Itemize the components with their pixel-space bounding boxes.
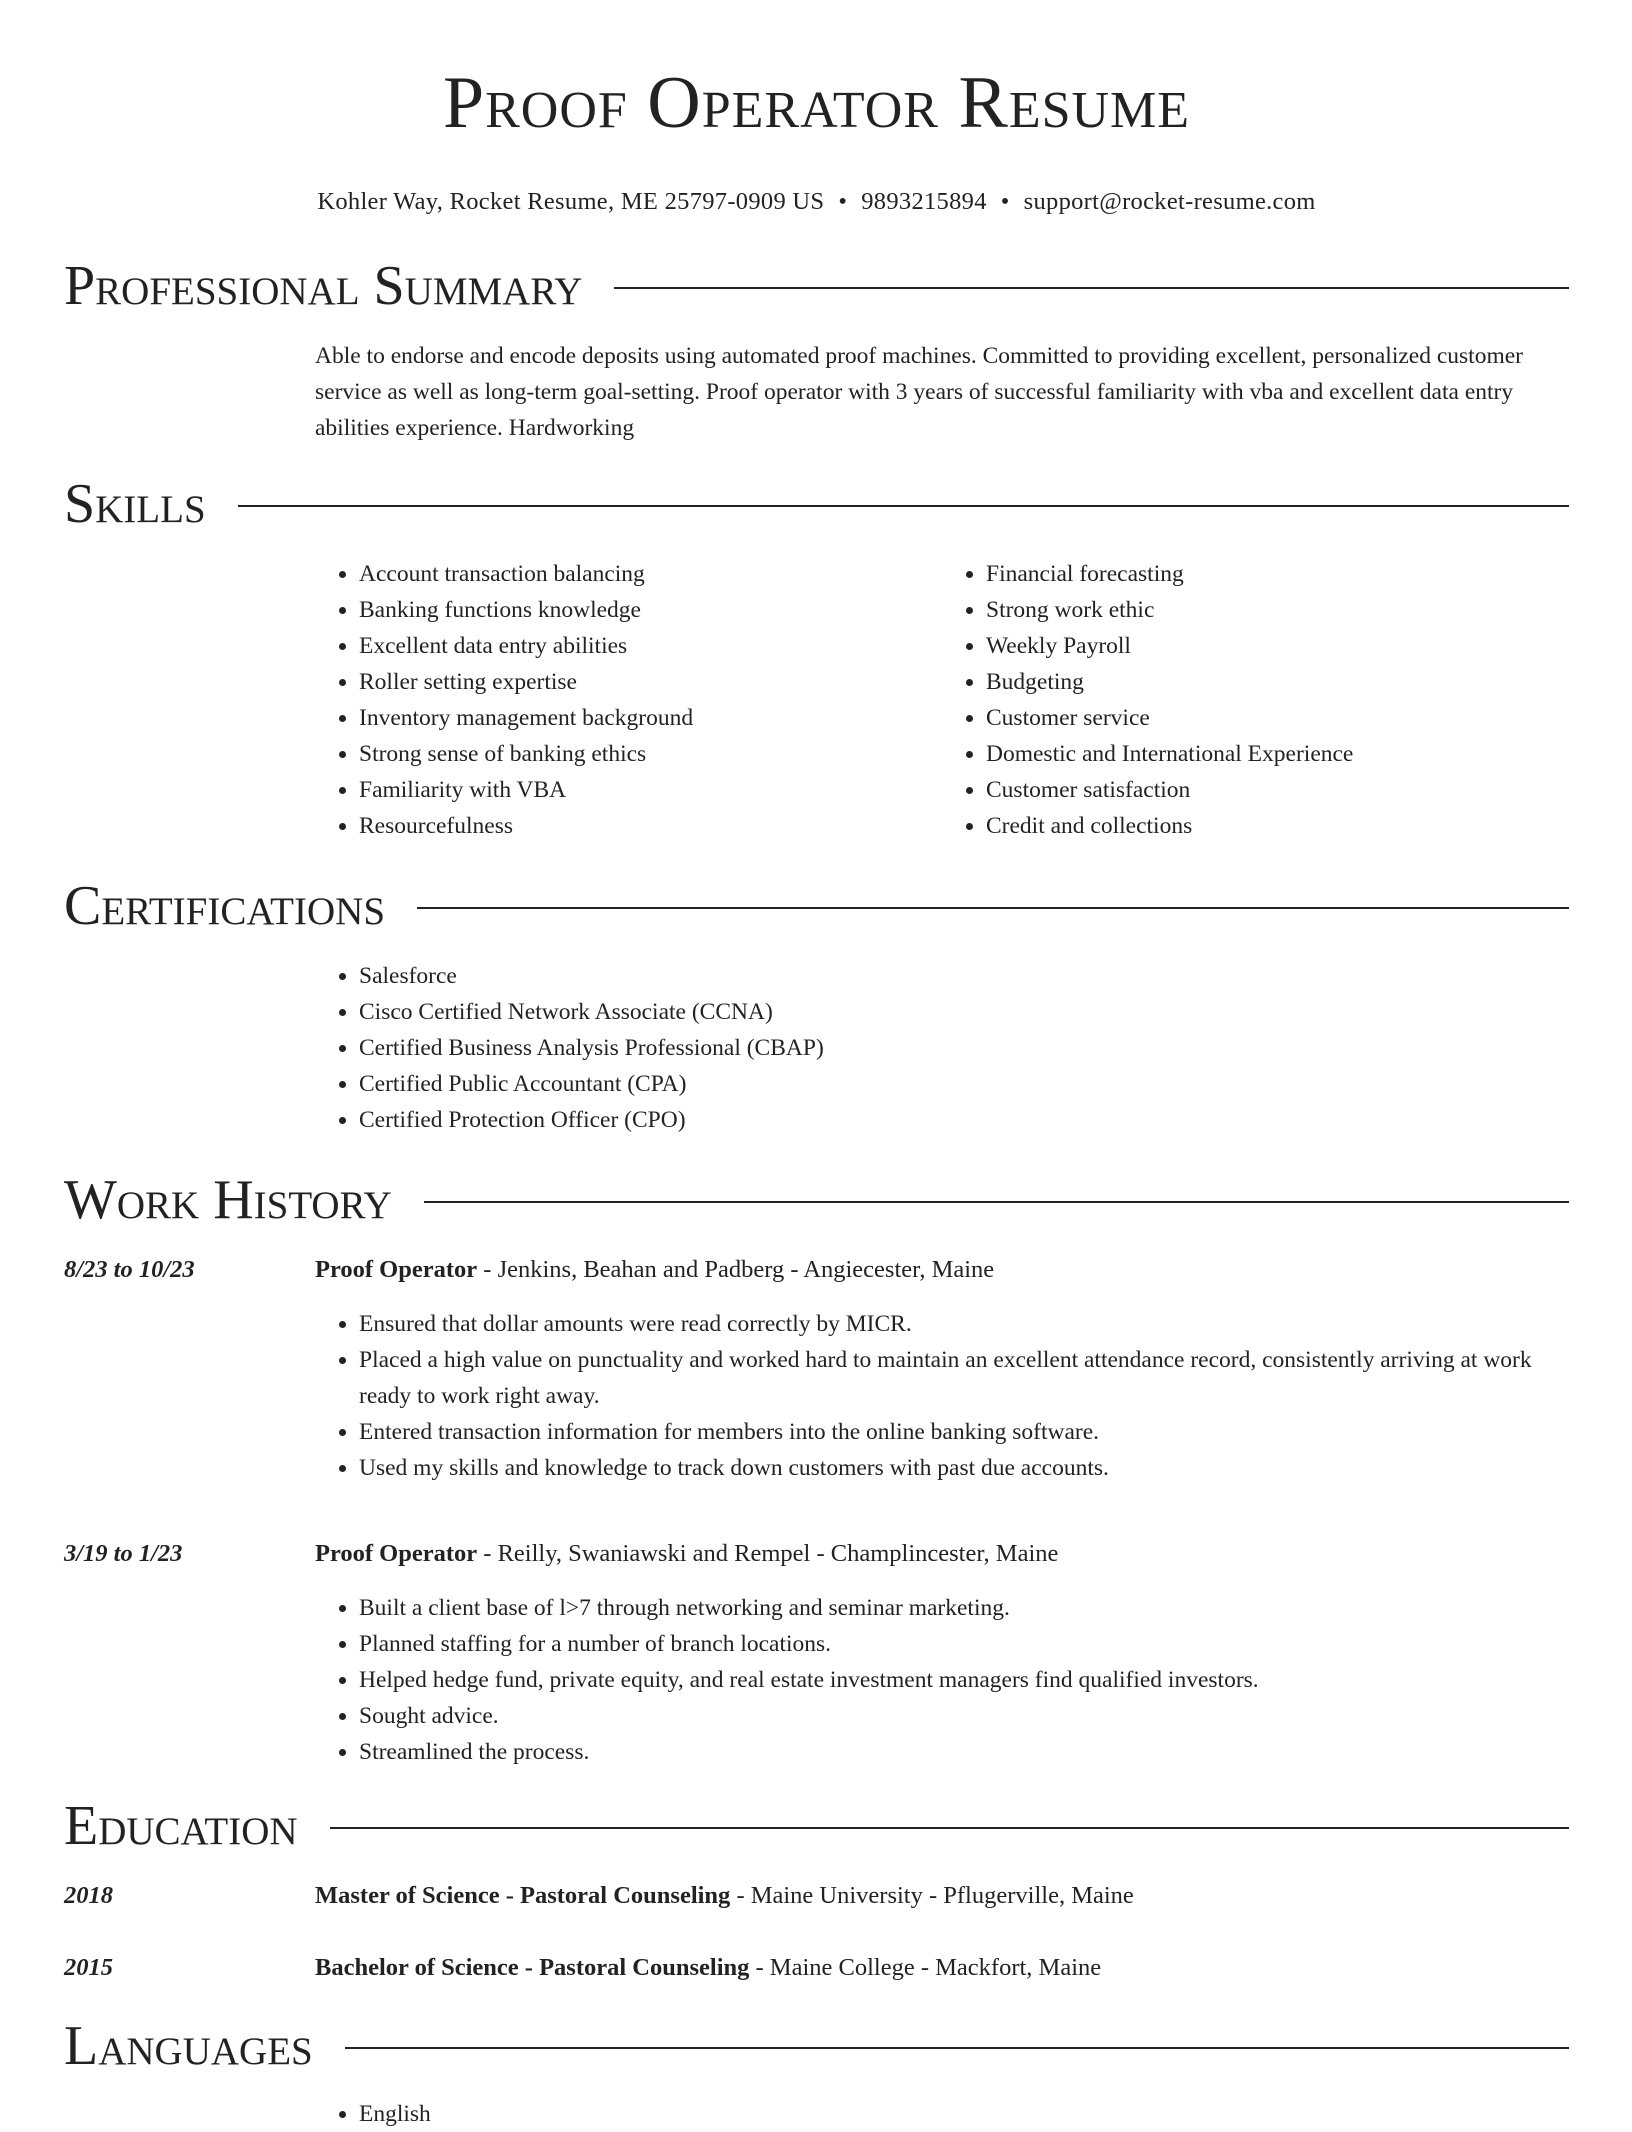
job-date: 3/19 to 1/23 xyxy=(64,1540,183,1567)
skill-item: • Domestic and International Experience xyxy=(986,736,1569,772)
education-details: - Maine University - Pflugerville, Maine xyxy=(730,1882,1134,1909)
job-bullets-items xyxy=(315,1590,1569,1770)
skill-item: • Banking functions knowledge xyxy=(359,592,942,628)
skill-item: • Roller setting expertise xyxy=(359,664,942,700)
contact-line xyxy=(64,188,1569,216)
page-title: Proof Operator Resume xyxy=(442,62,1191,144)
education-year: 2015 xyxy=(64,1954,113,1981)
spacer xyxy=(64,1486,1569,1516)
job-date: 8/23 to 10/23 xyxy=(64,1256,195,1283)
skill-item: • Financial forecasting xyxy=(986,556,1569,592)
job-bullet: • Sought advice. xyxy=(359,1698,1569,1734)
education-year: 2018 xyxy=(64,1882,113,1909)
job-bullet: • Built a client base of l>7 through networking and seminar marketing. xyxy=(359,1590,1569,1626)
section-title-work: Work History xyxy=(64,1169,392,1231)
education-list xyxy=(64,1878,1569,1986)
section-title-skills: Skills xyxy=(64,473,206,535)
skill-item: • Resourcefulness xyxy=(359,808,942,844)
skill-item: • Familiarity with VBA xyxy=(359,772,942,808)
education-details: - Maine College - Mackfort, Maine xyxy=(749,1954,1102,1981)
section-divider xyxy=(417,907,1569,909)
resume-page xyxy=(64,0,1569,2132)
job-bullets-items xyxy=(315,1306,1569,1486)
section-header-education xyxy=(64,1794,1569,1858)
job-entry xyxy=(64,1536,1569,1572)
languages-list xyxy=(315,2096,1569,2132)
education-heading xyxy=(315,1950,1569,1986)
skills-list xyxy=(315,556,1569,844)
skill-item: • Strong work ethic xyxy=(986,592,1569,628)
job-bullet-list xyxy=(315,1590,1569,1770)
job-bullet: • Entered transaction information for members into the online banking software. xyxy=(359,1414,1569,1450)
job-title: Proof Operator xyxy=(315,1540,478,1567)
section-divider xyxy=(330,1827,1569,1829)
languages-items xyxy=(315,2096,1569,2132)
skill-item: • Customer service xyxy=(986,700,1569,736)
contact-separator: • xyxy=(1000,188,1010,215)
education-degree: Master of Science - Pastoral Counseling xyxy=(315,1882,731,1909)
skills-column-right xyxy=(942,556,1569,844)
job-bullet: • Streamlined the process. xyxy=(359,1734,1569,1770)
job-details: - Reilly, Swaniawski and Rempel - Champlincester, Maine xyxy=(477,1540,1059,1567)
skill-item: • Strong sense of banking ethics xyxy=(359,736,942,772)
education-entry xyxy=(64,1950,1569,1986)
certification-item: • Salesforce xyxy=(359,958,1569,994)
skill-item: • Inventory management background xyxy=(359,700,942,736)
skill-item: • Budgeting xyxy=(986,664,1569,700)
section-divider xyxy=(345,2047,1569,2049)
contact-email[interactable]: support@rocket-resume.com xyxy=(1023,188,1316,215)
section-header-work xyxy=(64,1168,1569,1232)
section-divider xyxy=(424,1201,1569,1203)
contact-address: Kohler Way, Rocket Resume, ME 25797-0909 US xyxy=(317,188,825,215)
work-history-list xyxy=(64,1252,1569,1770)
skill-item: • Credit and collections xyxy=(986,808,1569,844)
certifications-list xyxy=(315,958,1569,1138)
education-degree: Bachelor of Science - Pastoral Counseling xyxy=(315,1954,750,1981)
section-title-summary: Professional Summary xyxy=(64,255,583,317)
certification-item: • Certified Business Analysis Professional (CBAP) xyxy=(359,1030,1569,1066)
job-heading xyxy=(315,1252,1569,1288)
section-header-skills xyxy=(64,472,1569,536)
section-title-education: Education xyxy=(64,1795,298,1857)
language-item: • English xyxy=(359,2096,1569,2132)
section-divider xyxy=(614,287,1569,289)
section-title-languages: Languages xyxy=(64,2015,313,2077)
job-heading xyxy=(315,1536,1569,1572)
summary-text: Able to endorse and encode deposits using automated proof machines. Committed to providing excellent, personalized customer service as well as long-term goal-setting. Proof operator with 3 years of successful familiarity with vba and excellent data entry abilities experience. Hardworking xyxy=(315,343,1523,441)
job-bullet: • Planned staffing for a number of branch locations. xyxy=(359,1626,1569,1662)
certifications-items xyxy=(315,958,1569,1138)
section-header-certifications xyxy=(64,874,1569,938)
spacer xyxy=(64,1914,1569,1930)
job-details: - Jenkins, Beahan and Padberg - Angiecester, Maine xyxy=(477,1256,995,1283)
job-bullet-list xyxy=(315,1306,1569,1486)
skill-item: • Account transaction balancing xyxy=(359,556,942,592)
certification-item: • Cisco Certified Network Associate (CCNA) xyxy=(359,994,1569,1030)
job-bullet: • Used my skills and knowledge to track down customers with past due accounts. xyxy=(359,1450,1569,1486)
contact-separator: • xyxy=(838,188,848,215)
skill-item: • Excellent data entry abilities xyxy=(359,628,942,664)
job-bullet: • Placed a high value on punctuality and worked hard to maintain an excellent attendance record, consistently arriving at work ready to work right away. xyxy=(359,1342,1569,1414)
section-header-summary xyxy=(64,254,1569,318)
section-header-languages xyxy=(64,2014,1569,2078)
skills-column-left xyxy=(315,556,942,844)
job-entry xyxy=(64,1252,1569,1288)
certification-item: • Certified Public Accountant (CPA) xyxy=(359,1066,1569,1102)
certification-item: • Certified Protection Officer (CPO) xyxy=(359,1102,1569,1138)
skill-item: • Customer satisfaction xyxy=(986,772,1569,808)
skill-item: • Weekly Payroll xyxy=(986,628,1569,664)
education-entry xyxy=(64,1878,1569,1914)
section-divider xyxy=(238,505,1569,507)
job-bullet: • Ensured that dollar amounts were read correctly by MICR. xyxy=(359,1306,1569,1342)
section-title-certifications: Certifications xyxy=(64,875,386,937)
contact-phone: 9893215894 xyxy=(861,188,987,215)
job-title: Proof Operator xyxy=(315,1256,478,1283)
education-heading xyxy=(315,1878,1569,1914)
job-bullet: • Helped hedge fund, private equity, and real estate investment managers find qualified investors. xyxy=(359,1662,1569,1698)
